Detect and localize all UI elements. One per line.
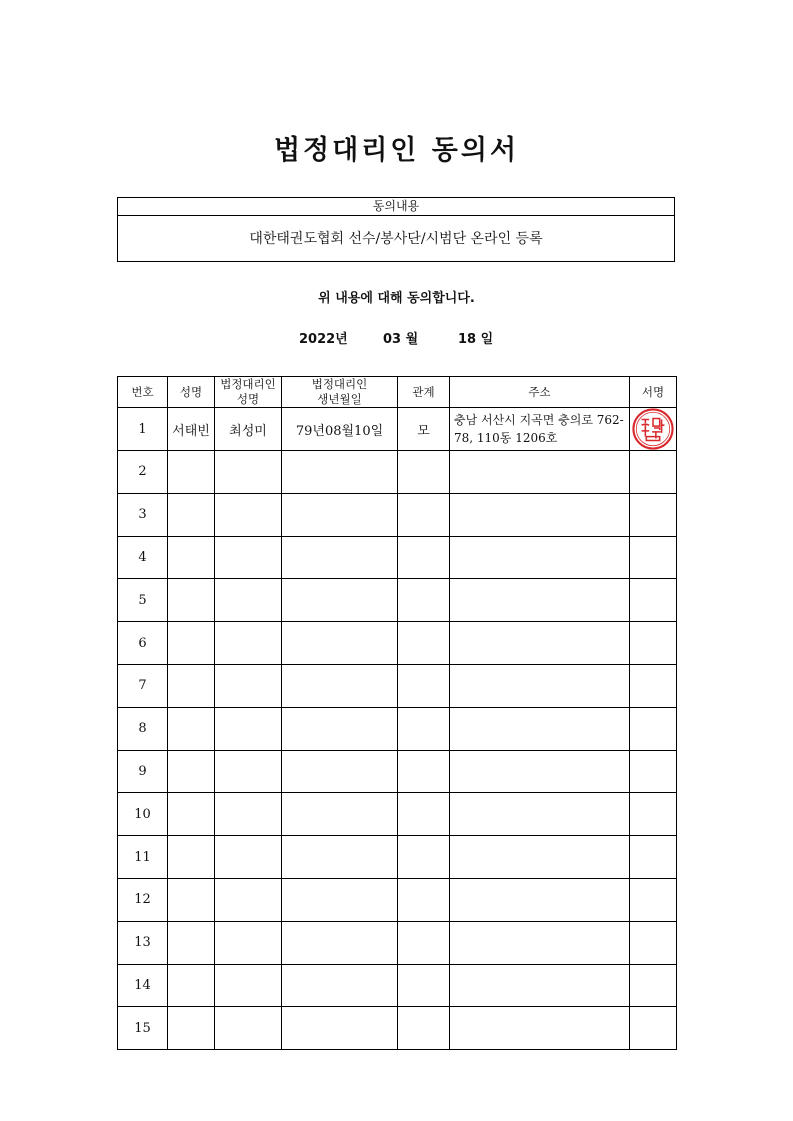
row-guardian-name (215, 536, 282, 579)
header-guardian-birth (282, 377, 398, 408)
row-address (450, 836, 630, 879)
consent-box (117, 197, 675, 262)
table-row (118, 964, 677, 1007)
row-guardian-name (215, 1007, 282, 1050)
agree-statement: 위 내용에 대해 동의합니다. (318, 291, 475, 306)
table-row (118, 836, 677, 879)
table-row (118, 493, 677, 536)
date-year: 2022년 (299, 332, 348, 347)
row-address (450, 622, 630, 665)
row-relation (398, 793, 450, 836)
row-student-name (168, 964, 215, 1007)
row-number: 13 (118, 921, 168, 964)
table-row (118, 750, 677, 793)
row-guardian-birth (282, 921, 398, 964)
row-sign (630, 836, 677, 879)
header-guardian-birth-line1: 법정대리인 (311, 377, 368, 391)
row-address (450, 451, 630, 494)
row-relation (398, 878, 450, 921)
row-relation (398, 579, 450, 622)
row-guardian-name (215, 579, 282, 622)
row-number: 11 (118, 836, 168, 879)
row-sign (630, 536, 677, 579)
row-guardian-birth (282, 493, 398, 536)
row-relation (398, 921, 450, 964)
table-header-row (118, 377, 677, 408)
table-row (118, 793, 677, 836)
row-sign (630, 622, 677, 665)
row-number: 15 (118, 1007, 168, 1050)
row-sign (630, 579, 677, 622)
row-sign (630, 921, 677, 964)
header-guardian-name-line2: 성명 (236, 392, 260, 406)
table-row (118, 451, 677, 494)
row-relation (398, 964, 450, 1007)
header-guardian-name-line1: 법정대리인 (220, 377, 276, 391)
date-month: 03 월 (383, 332, 419, 347)
row-address (450, 707, 630, 750)
name-seal-stamp (632, 408, 674, 450)
row-guardian-birth (282, 964, 398, 1007)
row-student-name (168, 1007, 215, 1050)
row-relation (398, 1007, 450, 1050)
table-row (118, 878, 677, 921)
row-guardian-name (215, 836, 282, 879)
row-sign (630, 878, 677, 921)
row-guardian-birth (282, 707, 398, 750)
row-guardian-name (215, 493, 282, 536)
row-relation (398, 707, 450, 750)
consent-header: 동의내용 (118, 198, 674, 216)
row-student-name (168, 750, 215, 793)
table-row (118, 579, 677, 622)
row-relation (398, 750, 450, 793)
header-sign: 서명 (630, 377, 677, 408)
row-sign (630, 964, 677, 1007)
row-number: 10 (118, 793, 168, 836)
row-guardian-birth (282, 536, 398, 579)
header-name: 성명 (168, 377, 215, 408)
row-student-name (168, 493, 215, 536)
table-row (118, 408, 677, 451)
row-guardian-name: 최성미 (215, 408, 282, 451)
row-sign (630, 707, 677, 750)
row-number: 14 (118, 964, 168, 1007)
row-guardian-name (215, 622, 282, 665)
row-number: 2 (118, 451, 168, 494)
row-relation: 모 (398, 408, 450, 451)
row-guardian-birth (282, 1007, 398, 1050)
row-guardian-birth (282, 878, 398, 921)
row-address (450, 964, 630, 1007)
row-address (450, 750, 630, 793)
row-relation (398, 493, 450, 536)
table-row (118, 536, 677, 579)
row-student-name (168, 536, 215, 579)
row-student-name: 서태빈 (168, 408, 215, 451)
table-row (118, 921, 677, 964)
row-address (450, 493, 630, 536)
header-guardian-name (215, 377, 282, 408)
row-address (450, 793, 630, 836)
row-relation (398, 536, 450, 579)
row-guardian-birth (282, 664, 398, 707)
table-row (118, 707, 677, 750)
row-relation (398, 622, 450, 665)
table-row (118, 1007, 677, 1050)
row-student-name (168, 836, 215, 879)
row-number: 3 (118, 493, 168, 536)
row-number: 8 (118, 707, 168, 750)
row-student-name (168, 451, 215, 494)
page-title: 법정대리인 동의서 (273, 135, 520, 166)
row-sign (630, 408, 677, 451)
row-student-name (168, 579, 215, 622)
row-number: 7 (118, 664, 168, 707)
row-guardian-birth (282, 579, 398, 622)
row-address (450, 536, 630, 579)
header-relation: 관계 (398, 377, 450, 408)
row-number: 1 (118, 408, 168, 451)
row-number: 6 (118, 622, 168, 665)
row-guardian-birth: 79년08월10일 (282, 408, 398, 451)
header-address: 주소 (450, 377, 630, 408)
row-sign (630, 750, 677, 793)
row-student-name (168, 921, 215, 964)
row-guardian-name (215, 750, 282, 793)
row-address (450, 921, 630, 964)
date-day: 18 일 (458, 332, 494, 347)
row-address (450, 579, 630, 622)
row-student-name (168, 622, 215, 665)
table-row (118, 664, 677, 707)
row-sign (630, 664, 677, 707)
row-number: 12 (118, 878, 168, 921)
row-sign (630, 793, 677, 836)
row-guardian-birth (282, 750, 398, 793)
row-guardian-name (215, 878, 282, 921)
table-row (118, 622, 677, 665)
header-guardian-birth-line2: 생년월일 (317, 392, 362, 406)
row-guardian-birth (282, 836, 398, 879)
row-address (450, 1007, 630, 1050)
row-number: 4 (118, 536, 168, 579)
row-address (450, 878, 630, 921)
row-guardian-name (215, 921, 282, 964)
row-student-name (168, 793, 215, 836)
row-relation (398, 664, 450, 707)
row-guardian-birth (282, 451, 398, 494)
row-guardian-name (215, 664, 282, 707)
row-number: 9 (118, 750, 168, 793)
row-guardian-name (215, 451, 282, 494)
row-relation (398, 836, 450, 879)
header-no: 번호 (118, 377, 168, 408)
row-guardian-birth (282, 622, 398, 665)
guardian-table (117, 376, 677, 1050)
row-guardian-birth (282, 793, 398, 836)
row-address (450, 664, 630, 707)
row-student-name (168, 664, 215, 707)
row-student-name (168, 878, 215, 921)
row-address: 충남 서산시 지곡면 충의로 762-78, 110동 1206호 (450, 408, 630, 451)
consent-body: 대한태권도협회 선수/봉사단/시범단 온라인 등록 (249, 231, 543, 247)
row-student-name (168, 707, 215, 750)
row-guardian-name (215, 964, 282, 1007)
row-relation (398, 451, 450, 494)
row-guardian-name (215, 707, 282, 750)
row-sign (630, 1007, 677, 1050)
row-sign (630, 451, 677, 494)
row-guardian-name (215, 793, 282, 836)
row-number: 5 (118, 579, 168, 622)
row-sign (630, 493, 677, 536)
